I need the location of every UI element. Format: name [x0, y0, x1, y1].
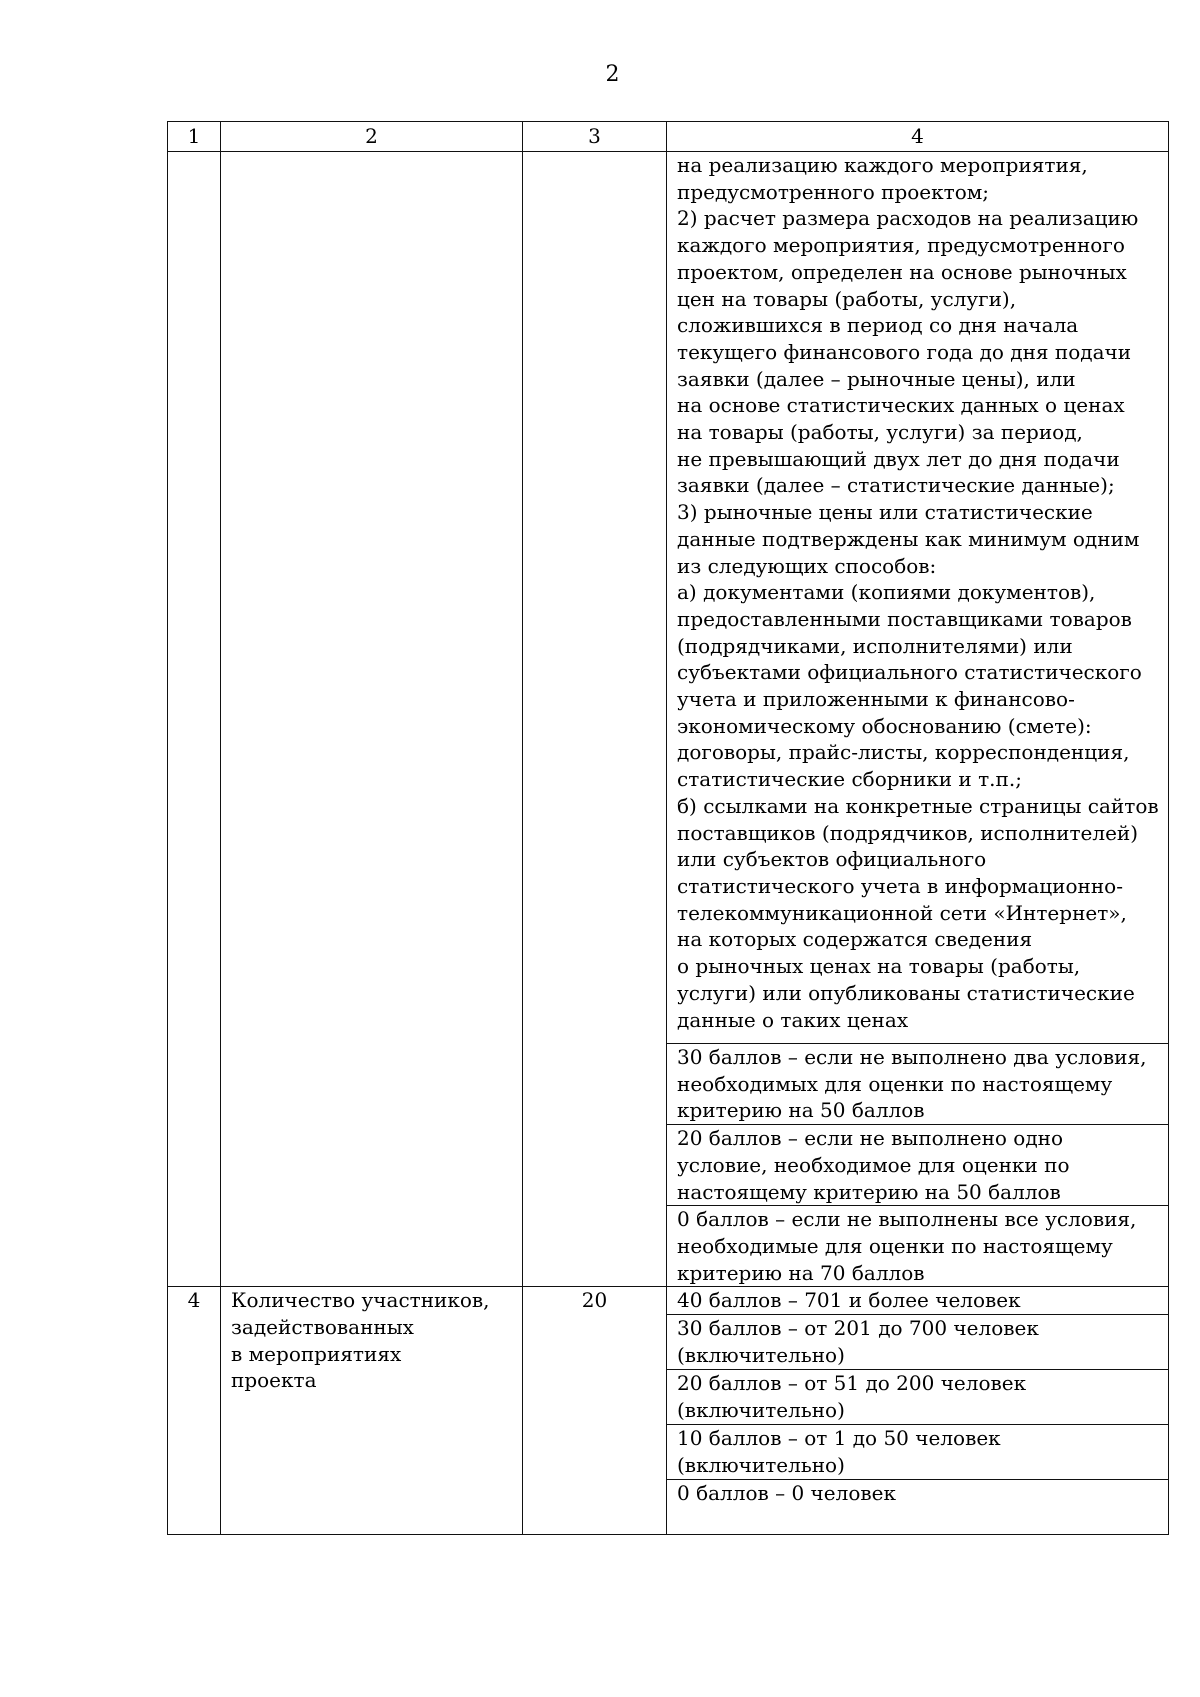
text-line: 0 баллов – если не выполнены все условия,: [677, 1207, 1137, 1232]
header-cell-2: 2: [221, 122, 523, 152]
text-line: поставщиков (подрядчиков, исполнителей): [677, 820, 1139, 845]
text-line: о рыночных ценах на товары (работы,: [677, 954, 1081, 979]
text-line: настоящему критерию на 50 баллов: [677, 1179, 1061, 1204]
text-line: субъектами официального статистического: [677, 660, 1142, 685]
text-line: критерию на 70 баллов: [677, 1260, 925, 1285]
text-line: (включительно): [677, 1397, 845, 1422]
text-line: (включительно): [677, 1342, 845, 1367]
row-number-cell: [168, 152, 221, 1287]
score-description-cell: [667, 152, 1169, 1044]
text-line: заявки (далее – статистические данные);: [677, 473, 1115, 498]
text-line: б) ссылками на конкретные страницы сайтов: [677, 793, 1159, 818]
score-option-cell: [667, 1044, 1169, 1125]
table-row: [168, 1287, 1169, 1315]
text-line: телекоммуникационной сети «Интернет»,: [677, 900, 1127, 925]
score-option-cell: [667, 1287, 1169, 1315]
score-option-cell: [667, 1206, 1169, 1287]
score-option-cell: [667, 1480, 1169, 1535]
text-line: предусмотренного проектом;: [677, 179, 990, 204]
text-line: 10 баллов – от 1 до 50 человек: [677, 1426, 1001, 1451]
header-cell-1: 1: [168, 122, 221, 152]
criterion-name-cell: [221, 1287, 523, 1535]
text-line: 30 баллов – если не выполнено два условия,: [677, 1045, 1147, 1069]
text-line: на основе статистических данных о ценах: [677, 393, 1125, 418]
text-line: критерию на 50 баллов: [677, 1098, 925, 1123]
text-line: цен на товары (работы, услуги),: [677, 286, 1017, 311]
text-line: на которых содержатся сведения: [677, 927, 1033, 952]
score-option-cell: [667, 1425, 1169, 1480]
text-line: учета и приложенными к финансово-: [677, 687, 1075, 712]
criteria-table: [167, 121, 1169, 1535]
text-line: не превышающий двух лет до дня подачи: [677, 446, 1120, 471]
text-line: или субъектов официального: [677, 847, 987, 872]
text-line: 40 баллов – 701 и более человек: [677, 1288, 1021, 1313]
row-number-cell: 4: [168, 1287, 221, 1535]
text-line: услуги) или опубликованы статистические: [677, 980, 1135, 1005]
text-line: данные подтверждены как минимум одним: [677, 526, 1140, 551]
text-line: 20 баллов – от 51 до 200 человек: [677, 1371, 1027, 1396]
text-line: проектом, определен на основе рыночных: [677, 259, 1127, 284]
max-score-cell: [523, 152, 667, 1287]
text-line: сложившихся в период со дня начала: [677, 313, 1079, 338]
text-line: заявки (далее – рыночные цены), или: [677, 366, 1076, 391]
text-line: условие, необходимое для оценки по: [677, 1152, 1070, 1177]
text-line: экономическому обоснованию (смете):: [677, 713, 1092, 738]
text-line: предоставленными поставщиками товаров: [677, 606, 1132, 631]
text-line: (подрядчиками, исполнителями) или: [677, 633, 1073, 658]
page-number: 2: [605, 62, 620, 87]
text-line: договоры, прайс-листы, корреспонденция,: [677, 740, 1130, 765]
text-line: статистические сборники и т.п.;: [677, 767, 1022, 792]
text-line: проекта: [231, 1368, 317, 1393]
text-line: 3) рыночные цены или статистические: [677, 500, 1093, 525]
text-line: в мероприятиях: [231, 1341, 402, 1366]
text-line: задействованных: [231, 1315, 414, 1340]
text-line: Количество участников,: [231, 1288, 490, 1313]
text-line: 0 баллов – 0 человек: [677, 1481, 896, 1506]
text-line: на реализацию каждого мероприятия,: [677, 153, 1088, 177]
text-line: на товары (работы, услуги) за период,: [677, 420, 1083, 445]
text-line: а) документами (копиями документов),: [677, 580, 1096, 605]
criterion-name-cell: [221, 152, 523, 1287]
text-line: из следующих способов:: [677, 553, 937, 578]
text-line: каждого мероприятия, предусмотренного: [677, 233, 1125, 258]
text-line: текущего финансового года до дня подачи: [677, 339, 1132, 364]
table-header-row: [168, 122, 1169, 152]
text-line: (включительно): [677, 1452, 845, 1477]
text-line: 20 баллов – если не выполнено одно: [677, 1126, 1064, 1151]
table-row: [168, 152, 1169, 1044]
score-option-cell: [667, 1315, 1169, 1370]
text-line: 2) расчет размера расходов на реализацию: [677, 206, 1139, 231]
max-score-cell: 20: [523, 1287, 667, 1535]
text-line: 30 баллов – от 201 до 700 человек: [677, 1316, 1039, 1341]
text-line: необходимые для оценки по настоящему: [677, 1233, 1113, 1258]
header-cell-3: 3: [523, 122, 667, 152]
header-cell-4: 4: [667, 122, 1169, 152]
text-line: статистического учета в информационно-: [677, 873, 1123, 898]
text-line: необходимых для оценки по настоящему: [677, 1071, 1113, 1096]
text-line: данные о таких ценах: [677, 1007, 909, 1032]
score-option-cell: [667, 1370, 1169, 1425]
score-option-cell: [667, 1125, 1169, 1206]
